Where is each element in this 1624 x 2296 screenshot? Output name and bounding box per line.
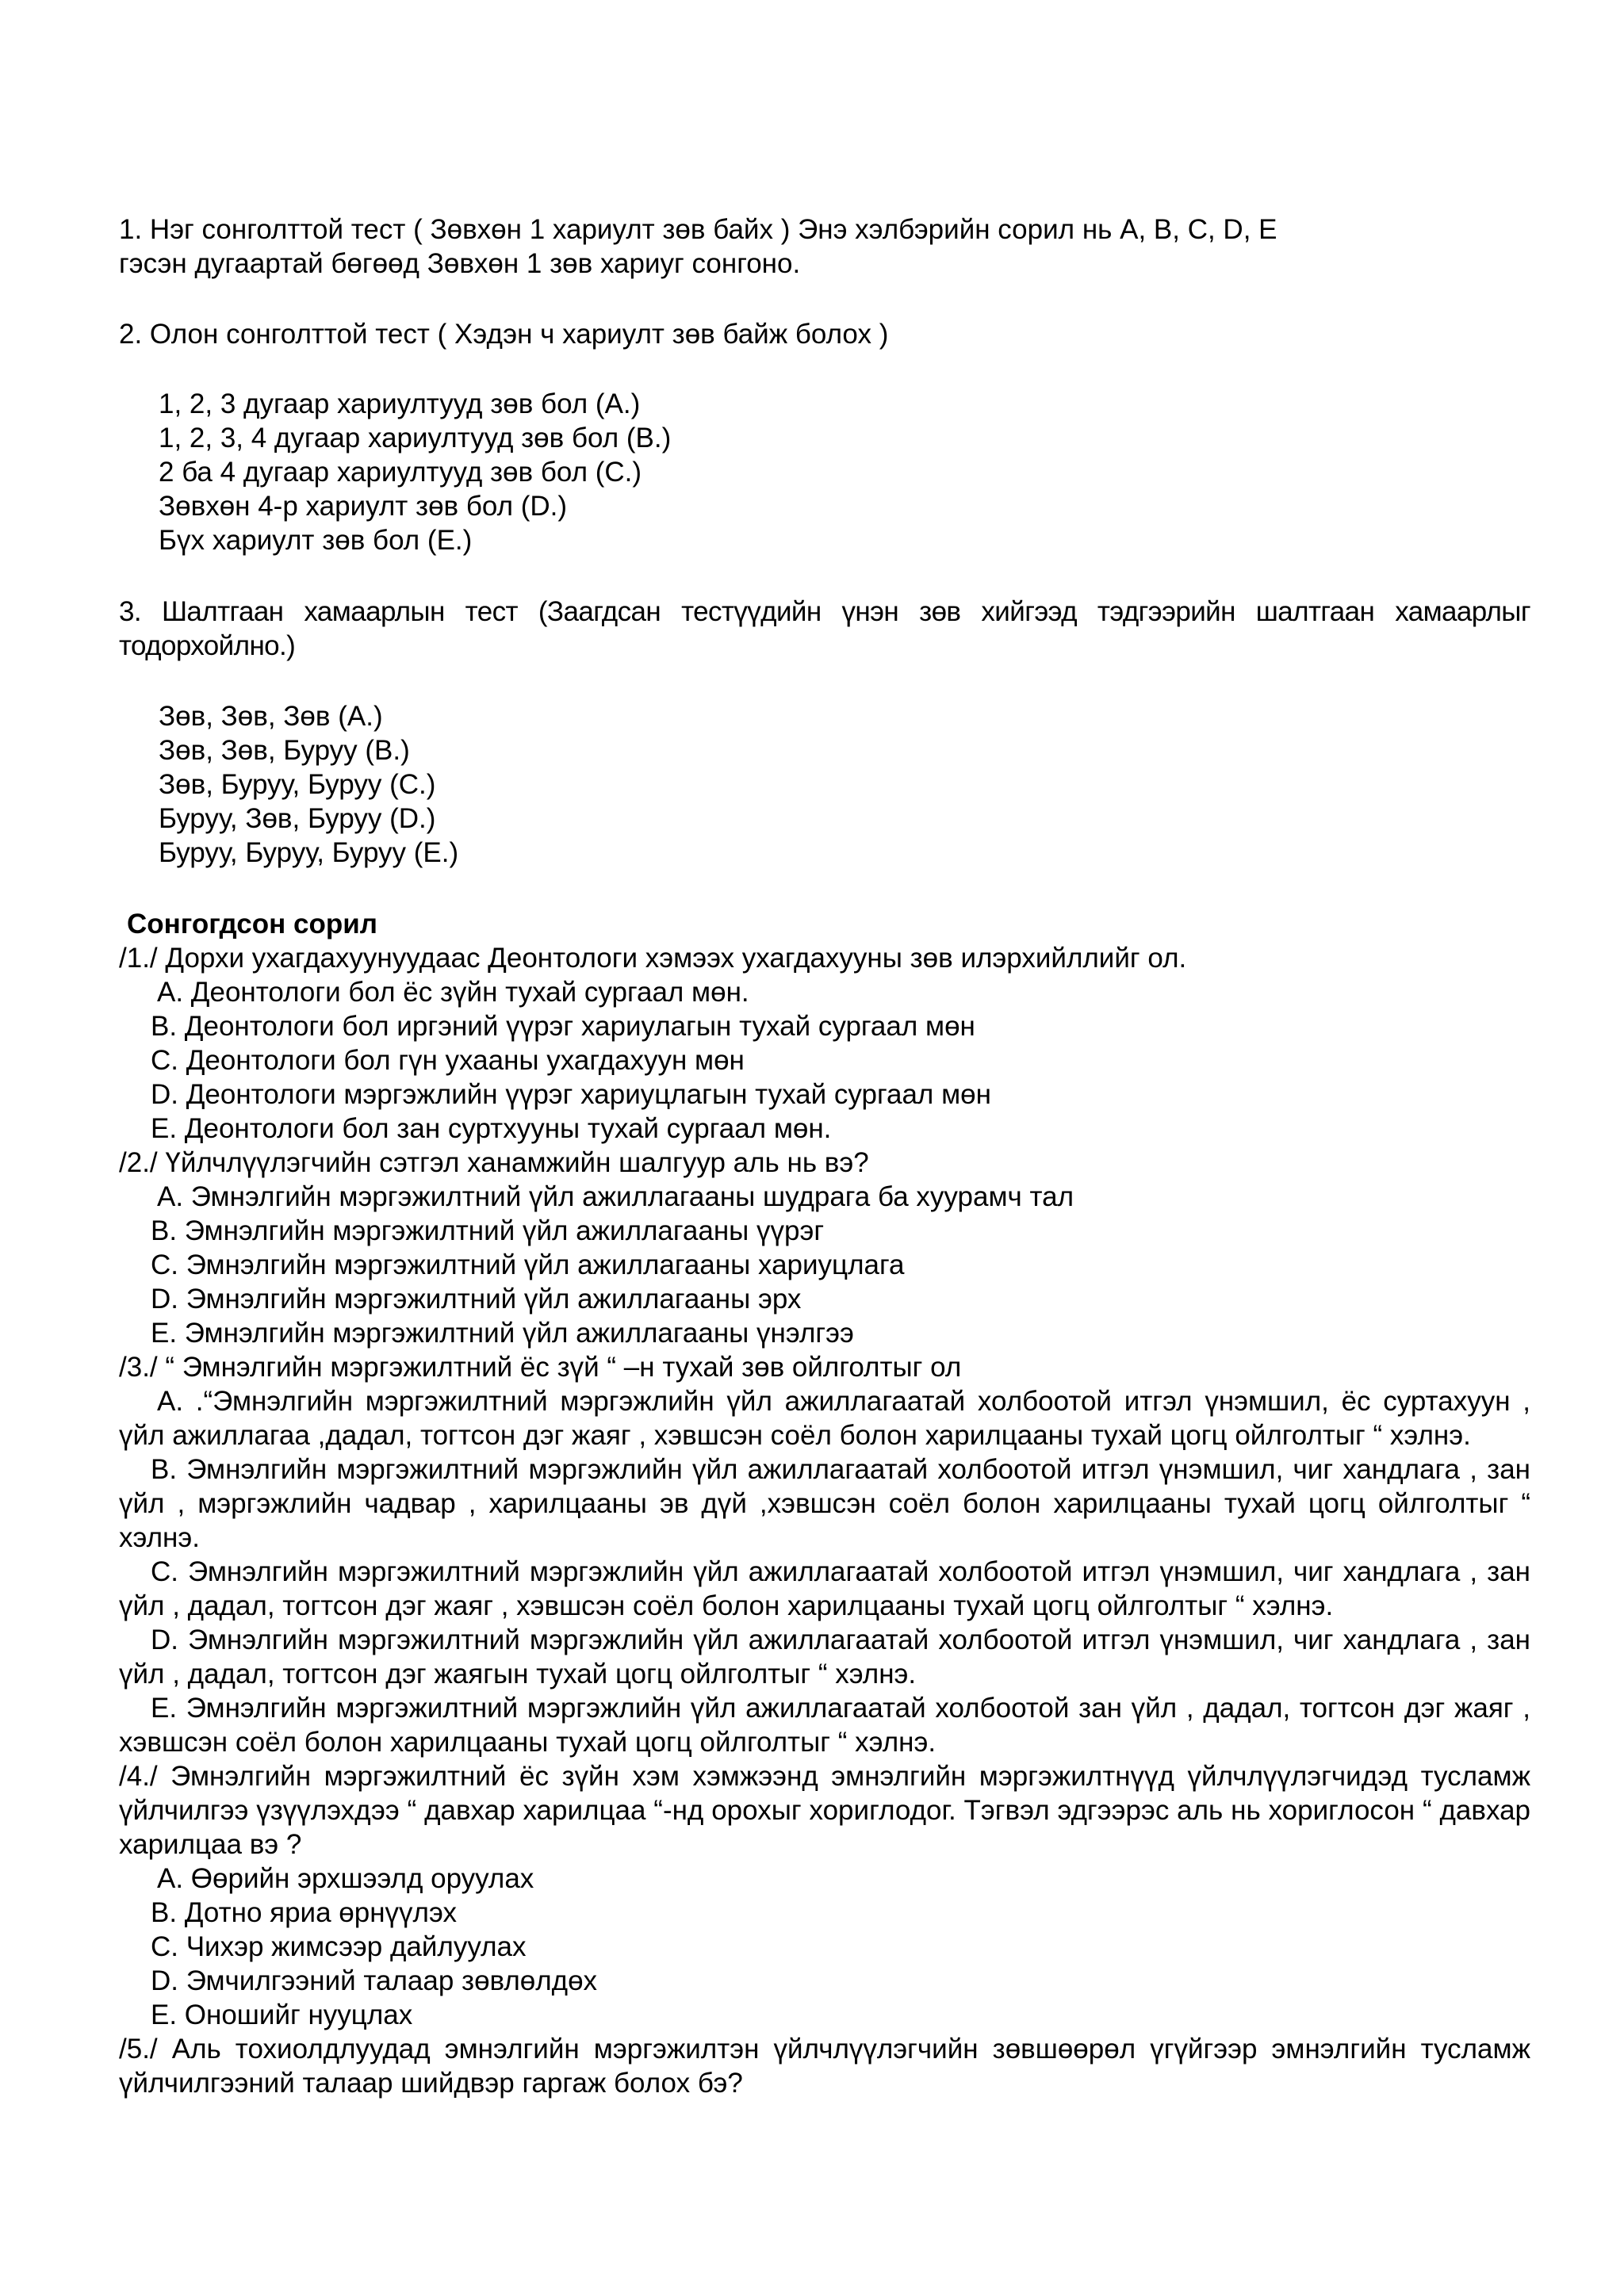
questions-block [119,941,1530,2100]
intro-item-2-options [159,387,671,557]
question-2-option-e: E. Эмнэлгийн мэргэжилтний үйл ажиллагааны үнэлгээ [151,1318,854,1349]
question-1-option-d: D. Деонтологи мэргэжлийн үүрэг хариуцлагын тухай сургаал мөн [151,1079,991,1110]
question-2-option-a: A. Эмнэлгийн мэргэжилтний үйл ажиллагааны шудрага ба хуурамч тал [157,1181,1074,1212]
list-item: 1, 2, 3, 4 дугаар хариултууд зөв бол (B.) [159,423,672,453]
list-item: Зөв, Зөв, Буруу (B.) [159,735,410,766]
question-1-option-c: C. Деонтологи бол гүн ухааны ухагдахуун мөн [151,1045,745,1076]
question-4-option-c: C. Чихэр жимсээр дайлуулах [151,1931,527,1962]
intro-item-3: 3. Шалтгаан хамаарлын тест (Заагдсан тестүүдийн үнэн зөв хийгээд тэдгээрийн шалтгаан хамаарлыг тодорхойлно.) [119,596,1530,661]
question-4-option-d: D. Эмчилгээний талаар зөвлөлдөх [151,1965,598,1996]
question-1-option-b: B. Деонтологи бол иргэний үүрэг хариулагын тухай сургаал мөн [151,1011,975,1042]
question-2: /2./ Үйлчлүүлэгчийн сэтгэл ханамжийн шалгуур аль нь вэ? [119,1147,869,1178]
question-2-option-b: B. Эмнэлгийн мэргэжилтний үйл ажиллагааны үүрэг [151,1215,825,1246]
intro-item-1-line-2: гэсэн дугаартай бөгөөд Зөвхөн 1 зөв хариуг сонгоно. [119,248,801,279]
question-4-option-e: E. Оношийг нууцлах [151,1999,413,2030]
list-item: Зөв, Зөв, Зөв (A.) [159,701,383,732]
question-1-option-e: E. Деонтологи бол зан суртхууны тухай сургаал мөн. [151,1113,832,1144]
intro-item-2: 2. Олон сонголттой тест ( Хэдэн ч хариулт зөв байж болох ) [119,319,889,350]
list-item: Буруу, Зөв, Буруу (D.) [159,803,436,834]
question-4-option-b: B. Дотно яриа өрнүүлэх [151,1897,457,1928]
question-3-option-b: B. Эмнэлгийн мэргэжилтний мэргэжлийн үйл ажиллагаатай холбоотой итгэл үнэмшил, чиг хандлага , зан үйл , мэргэжлийн чадвар , харилцааны эв дүй ,хэвшсэн соёл болон харилцааны тухай цогц ойлголтыг “ хэлнэ. [119,1454,1530,1553]
question-1-option-a: A. Деонтологи бол ёс зүйн тухай сургаал мөн. [157,977,749,1008]
question-4: /4./ Эмнэлгийн мэргэжилтний ёс зүйн хэм хэмжээнд эмнэлгийн мэргэжилтнүүд үйлчлүүлэгчидэд тусламж үйлчилгээ үзүүлэхдээ “ давхар харилцаа “-нд орохыг хориглодог. Тэгвэл эдгээрэс аль нь хориглосон “ давхар харилцаа вэ ? [119,1761,1530,1860]
question-3: /3./ “ Эмнэлгийн мэргэжилтний ёс зүй “ –н тухай зөв ойлголтыг ол [119,1352,962,1383]
question-4-option-a: A. Өөрийн эрхшээлд оруулах [157,1863,534,1894]
intro-item-3-options [159,699,458,870]
list-item: Зөвхөн 4-р хариулт зөв бол (D.) [159,491,568,522]
question-3-option-d: D. Эмнэлгийн мэргэжилтний мэргэжлийн үйл ажиллагаатай холбоотой итгэл үнэмшил, чиг хандлага , зан үйл , дадал, тогтсон дэг жаягын тухай цогц ойлголтыг “ хэлнэ. [119,1624,1530,1689]
question-2-option-d: D. Эмнэлгийн мэргэжилтний үйл ажиллагааны эрх [151,1284,802,1314]
question-3-option-e: E. Эмнэлгийн мэргэжилтний мэргэжлийн үйл ажиллагаатай холбоотой зан үйл , дадал, тогтсон дэг жаяг , хэвшсэн соёл болон харилцааны тухай цогц ойлголтыг “ хэлнэ. [119,1693,1530,1758]
question-1: /1./ Дорхи ухагдахуунуудаас Деонтологи хэмээх ухагдахууны зөв илэрхийллийг ол. [119,943,1187,974]
list-item: 2 ба 4 дугаар хариултууд зөв бол (C.) [159,457,642,488]
list-item: Зөв, Буруу, Буруу (C.) [159,769,436,800]
section-heading: Сонгогдсон сорил [127,909,377,939]
list-item: Буруу, Буруу, Буруу (E.) [159,837,459,868]
intro-item-1 [119,212,1530,281]
question-3-option-c: C. Эмнэлгийн мэргэжилтний мэргэжлийн үйл ажиллагаатай холбоотой итгэл үнэмшил, чиг хандлага , зан үйл , дадал, тогтсон дэг жаяг , хэвшсэн соёл болон харилцааны тухай цогц ойлголтыг “ хэлнэ. [119,1556,1530,1621]
list-item: 1, 2, 3 дугаар хариултууд зөв бол (A.) [159,388,641,419]
intro-item-1-line-1: 1. Нэг сонголттой тест ( Зөвхөн 1 хариулт зөв байх ) Энэ хэлбэрийн сорил нь A, B, C, D, E [119,214,1277,245]
question-5: /5./ Аль тохиолдлуудад эмнэлгийн мэргэжилтэн үйлчлүүлэгчийн зөвшөөрөл үгүйгээр эмнэлгийн тусламж үйлчилгээний талаар шийдвэр гаргаж болох бэ? [119,2034,1530,2099]
list-item: Бүх хариулт зөв бол (E.) [159,525,473,556]
question-3-option-a: A. .“Эмнэлгийн мэргэжилтний мэргэжлийн үйл ажиллагаатай холбоотой итгэл үнэмшил, ёс суртахуун , үйл ажиллагаа ,дадал, тогтсон дэг жаяг , хэвшсэн соёл болон харилцааны тухай цогц ойлголтыг “ хэлнэ. [119,1386,1530,1451]
question-2-option-c: C. Эмнэлгийн мэргэжилтний үйл ажиллагааны хариуцлага [151,1249,905,1280]
